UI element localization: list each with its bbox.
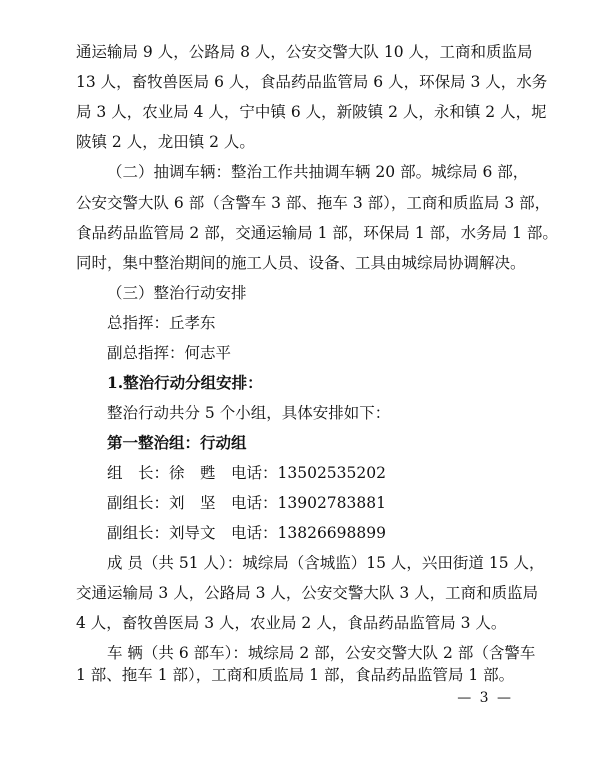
deputy-leader-line: 副组长：刘导文 电话：13826698899 bbox=[107, 524, 386, 542]
body-text-line: 4 人，畜牧兽医局 3 人，农业局 2 人，食品药品监管局 3 人。 bbox=[76, 614, 507, 632]
body-text-line: 1 部、拖车 1 部），工商和质监局 1 部，食品药品监管局 1 部。 bbox=[76, 666, 515, 684]
members-line: 成 员（共 51 人）：城综局（含城监）15 人，兴田街道 15 人， bbox=[107, 554, 545, 572]
deputy-commander-line: 副总指挥：何志平 bbox=[107, 344, 232, 362]
body-text-line: 整治行动共分 5 个小组，具体安排如下： bbox=[107, 404, 391, 422]
body-text-line: 13 人，畜牧兽医局 6 人，食品药品监管局 6 人，环保局 3 人，水务 bbox=[76, 73, 548, 91]
commander-line: 总指挥：丘孝东 bbox=[107, 314, 216, 332]
body-text-line: 同时，集中整治期间的施工人员、设备、工具由城综局协调解决。 bbox=[76, 254, 526, 272]
group-leader-line: 组 长：徐 甦 电话：13502535202 bbox=[107, 464, 386, 482]
section-heading-vehicles: （二）抽调车辆：整治工作共抽调车辆 20 部。城综局 6 部， bbox=[107, 163, 529, 181]
body-text-line: 公安交警大队 6 部（含警车 3 部、拖车 3 部），工商和质监局 3 部， bbox=[76, 194, 551, 212]
body-text-line: 交通运输局 3 人，公路局 3 人，公安交警大队 3 人，工商和质监局 bbox=[76, 584, 539, 602]
page-number: — 3 — bbox=[457, 690, 513, 706]
body-text-line: 通运输局 9 人，公路局 8 人，公安交警大队 10 人，工商和质监局 bbox=[76, 43, 533, 61]
subsection-heading: 1.整治行动分组安排： bbox=[107, 373, 263, 392]
group-heading: 第一整治组：行动组 bbox=[107, 433, 247, 452]
body-text-line: 局 3 人，农业局 4 人，宁中镇 6 人，新陂镇 2 人，永和镇 2 人，坭 bbox=[76, 103, 547, 121]
vehicles-line: 车 辆（共 6 部车）：城综局 2 部，公安交警大队 2 部（含警车 bbox=[107, 644, 536, 662]
body-text-line: 陂镇 2 人，龙田镇 2 人。 bbox=[76, 133, 255, 151]
deputy-leader-line: 副组长：刘 坚 电话：13902783881 bbox=[107, 494, 386, 512]
section-heading-arrangement: （三）整治行动安排 bbox=[107, 284, 247, 302]
body-text-line: 食品药品监管局 2 部，交通运输局 1 部，环保局 1 部，水务局 1 部。 bbox=[76, 224, 558, 242]
